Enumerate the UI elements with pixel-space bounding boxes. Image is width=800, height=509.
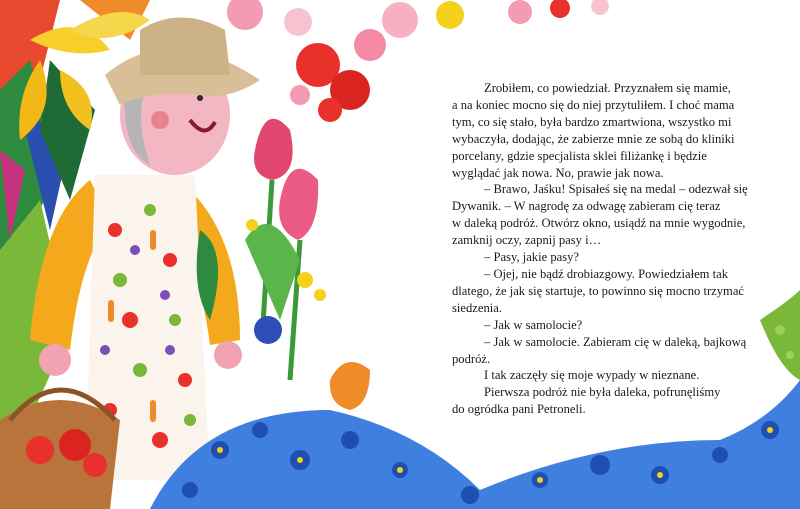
story-line: porcelany, gdzie specjalista sklei filiżankę i będzie xyxy=(452,148,707,163)
story-line: a na koniec mocno się do niej przytuliłem. I choć mama xyxy=(452,97,735,112)
story-line: – Jak w samolocie. Zabieram cię w daleką, bajkową xyxy=(484,334,747,349)
story-line: wybaczyła, dodając, że zabierze mnie ze sobą do kliniki xyxy=(452,131,735,146)
story-line: tym, co się stało, była bardzo zmartwiona, wszystko mi xyxy=(452,114,732,129)
story-line: w daleką podróż. Otwórz okno, usiądź na mnie wygodnie, xyxy=(452,216,746,231)
story-line: wyglądać jak nowa. No, prawie jak nowa. xyxy=(452,165,664,180)
story-line: – Ojej, nie bądź drobiazgowy. Powiedziałem tak xyxy=(484,266,728,281)
story-text xyxy=(452,80,782,418)
story-line: I tak zaczęły się moje wypady w nieznane. xyxy=(484,368,700,383)
story-line: – Brawo, Jaśku! Spisałeś się na medal – odezwał się xyxy=(484,182,748,197)
story-line: dlatego, że jak się startuje, to powinno się mocno trzymać xyxy=(452,283,745,298)
story-line: – Jak w samolocie? xyxy=(484,317,583,332)
story-line: Zrobiłem, co powiedział. Przyznałem się mamie, xyxy=(484,81,731,95)
story-line: – Pasy, jakie pasy? xyxy=(484,250,580,265)
story-line: podróż. xyxy=(452,351,491,366)
story-line: siedzenia. xyxy=(452,300,502,315)
story-line: do ogródka pani Petroneli. xyxy=(452,402,586,417)
story-line: Dywanik. – W nagrodę za odwagę zabieram cię teraz xyxy=(452,199,721,214)
story-line: zamknij oczy, zapnij pasy i… xyxy=(452,233,602,248)
story-line: Pierwsza podróż nie była daleka, pofrunęliśmy xyxy=(484,385,721,400)
